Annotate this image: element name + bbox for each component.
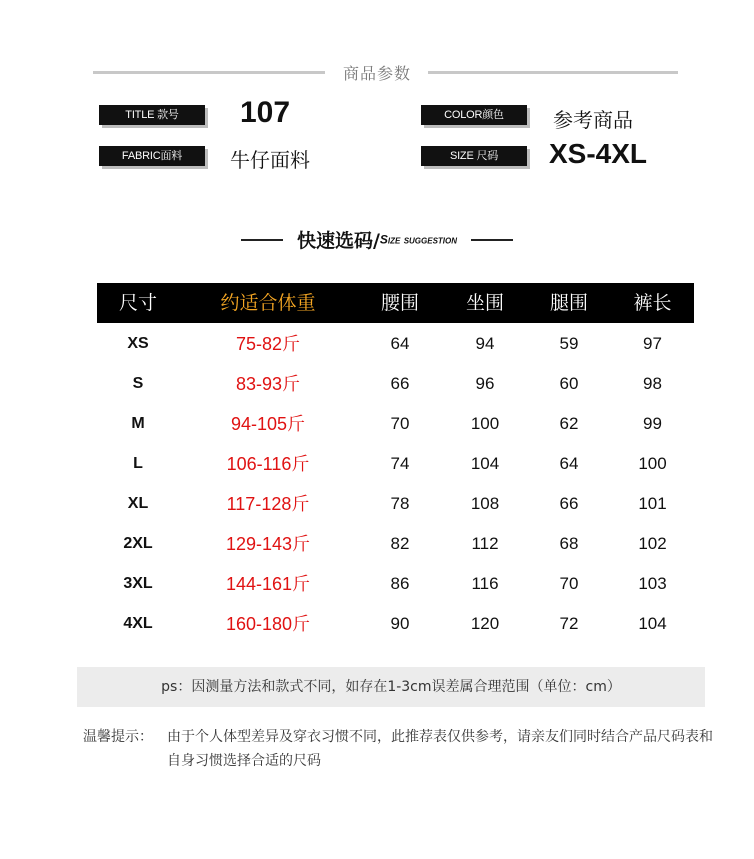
cell-length: 101 bbox=[638, 494, 667, 513]
table-row bbox=[97, 524, 694, 564]
cell-size: M bbox=[131, 415, 145, 432]
cell-length: 103 bbox=[638, 574, 667, 593]
table-row bbox=[97, 364, 694, 404]
table-row bbox=[97, 444, 694, 484]
cell-length: 99 bbox=[643, 414, 662, 433]
cell-size: 2XL bbox=[123, 535, 153, 552]
cell-size: XL bbox=[127, 495, 149, 512]
heading-dash-left bbox=[241, 239, 283, 241]
heading-dash-right bbox=[471, 239, 513, 241]
cell-waist: 74 bbox=[390, 454, 410, 473]
cell-weight: 144-161斤 bbox=[225, 574, 311, 594]
cell-thigh: 59 bbox=[559, 334, 579, 353]
cell-weight: 160-180斤 bbox=[225, 614, 311, 634]
fabric-value: 牛仔面料 bbox=[230, 148, 310, 172]
fabric-tag: FABRIC面料 bbox=[99, 146, 205, 166]
cell-hip: 116 bbox=[471, 574, 499, 593]
cell-weight: 75-82斤 bbox=[235, 334, 301, 354]
size-table-header bbox=[97, 283, 694, 323]
cell-length: 98 bbox=[643, 374, 662, 393]
title-value: 107 bbox=[240, 96, 291, 129]
cell-waist: 90 bbox=[390, 614, 410, 633]
header-size: 尺寸 bbox=[118, 292, 157, 314]
cell-weight: 129-143斤 bbox=[225, 534, 311, 554]
cell-waist: 86 bbox=[390, 574, 410, 593]
header-weight: 约适合体重 bbox=[220, 292, 316, 314]
cell-thigh: 66 bbox=[559, 494, 579, 513]
table-row bbox=[97, 564, 694, 604]
header-hip: 坐围 bbox=[465, 292, 504, 314]
size-range-value: XS-4XL bbox=[549, 138, 648, 169]
table-row bbox=[97, 604, 694, 644]
cell-hip: 96 bbox=[475, 374, 495, 393]
cell-size: 3XL bbox=[123, 575, 153, 592]
cell-thigh: 64 bbox=[559, 454, 579, 473]
header-length: 裤长 bbox=[633, 292, 672, 314]
cell-size: XS bbox=[127, 335, 149, 352]
cell-size: L bbox=[133, 455, 143, 472]
table-row bbox=[97, 484, 694, 524]
tip-text: 由于个人体型差异及穿衣习惯不同，此推荐表仅供参考，请亲友们同时结合产品尺码表和自身习惯选择合适的尺码 bbox=[167, 729, 713, 769]
cell-size: S bbox=[132, 375, 144, 392]
cell-waist: 82 bbox=[390, 534, 410, 553]
cell-hip: 100 bbox=[470, 414, 500, 433]
cell-weight: 117-128斤 bbox=[226, 494, 310, 514]
cell-thigh: 60 bbox=[559, 374, 579, 393]
table-row bbox=[97, 404, 694, 444]
table-row bbox=[97, 324, 694, 364]
cell-length: 97 bbox=[643, 334, 662, 353]
cell-length: 100 bbox=[638, 454, 667, 473]
tip-label: 温馨提示： bbox=[83, 729, 153, 745]
cell-hip: 94 bbox=[475, 334, 495, 353]
cell-thigh: 70 bbox=[559, 574, 579, 593]
size-tag: SIZE 尺码 bbox=[421, 146, 527, 166]
color-tag: COLOR颜色 bbox=[421, 105, 527, 125]
cell-waist: 66 bbox=[390, 374, 410, 393]
cell-weight: 106-116斤 bbox=[226, 454, 310, 474]
header-thigh: 腿围 bbox=[549, 292, 588, 314]
cell-hip: 120 bbox=[470, 614, 500, 633]
params-title: 商品参数 bbox=[342, 64, 411, 83]
cell-length: 102 bbox=[638, 534, 667, 553]
cell-thigh: 72 bbox=[559, 614, 579, 633]
cell-thigh: 62 bbox=[559, 414, 579, 433]
cell-thigh: 68 bbox=[559, 534, 579, 553]
cell-length: 104 bbox=[638, 614, 667, 633]
cell-weight: 94-105斤 bbox=[230, 414, 306, 434]
suggestion-title-en: Size suggestion bbox=[379, 232, 458, 247]
measurement-note: ps：因测量方法和款式不同，如存在1-3cm误差属合理范围（单位：cm） bbox=[77, 667, 705, 707]
color-value: 参考商品 bbox=[553, 108, 633, 132]
cell-waist: 78 bbox=[390, 494, 410, 513]
warm-tip bbox=[83, 725, 723, 773]
title-tag: TITLE 款号 bbox=[99, 105, 205, 125]
suggestion-title-cn: 快速选码/ bbox=[296, 230, 380, 252]
cell-hip: 112 bbox=[471, 534, 499, 553]
cell-hip: 108 bbox=[470, 494, 500, 513]
cell-hip: 104 bbox=[470, 454, 500, 473]
size-suggestion-heading bbox=[0, 226, 754, 253]
cell-waist: 64 bbox=[390, 334, 410, 353]
header-waist: 腰围 bbox=[380, 292, 419, 314]
cell-waist: 70 bbox=[390, 414, 410, 433]
cell-weight: 83-93斤 bbox=[235, 374, 301, 394]
cell-size: 4XL bbox=[123, 615, 153, 632]
